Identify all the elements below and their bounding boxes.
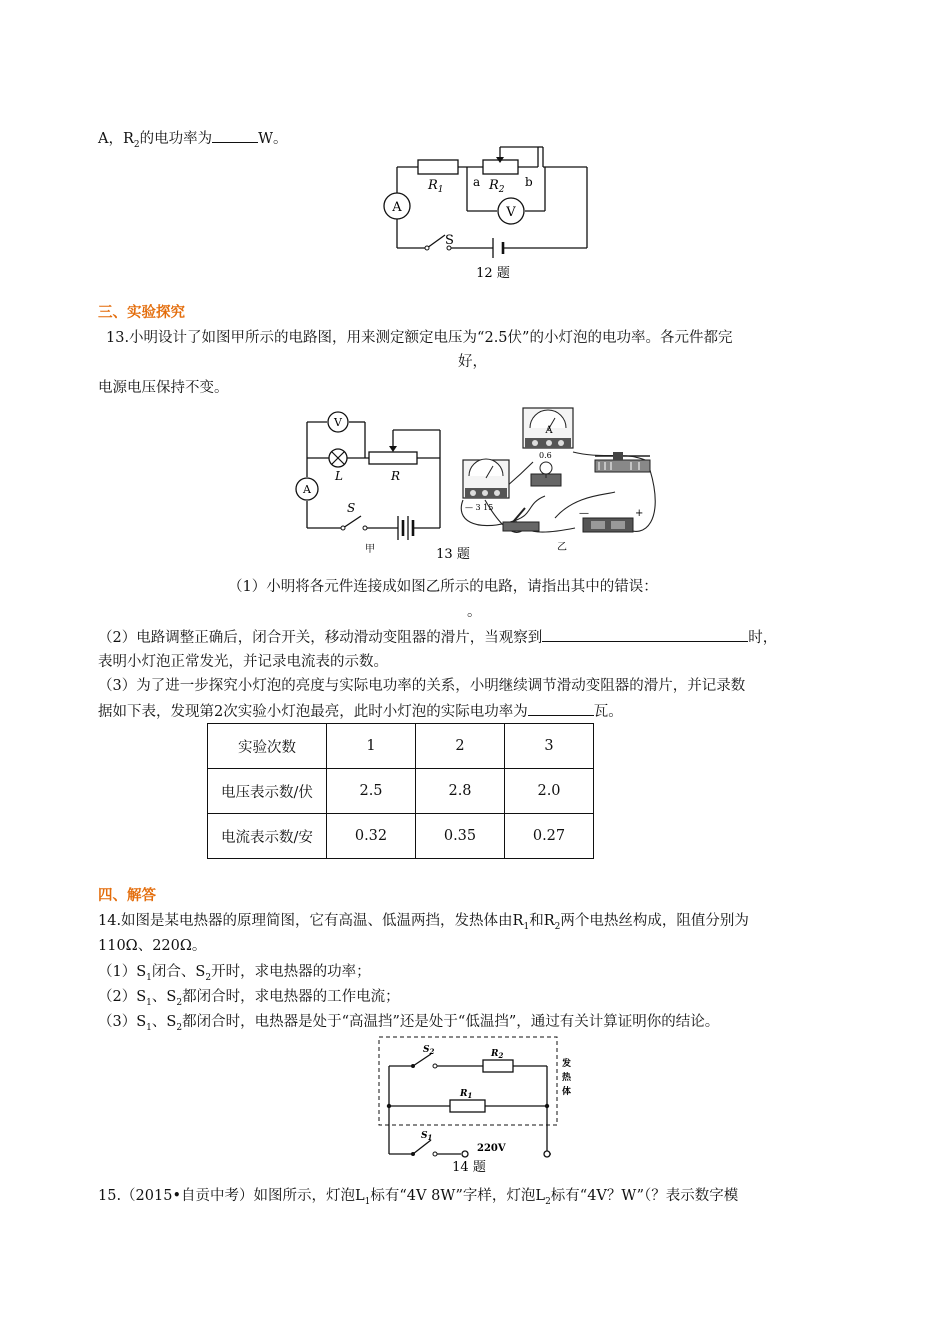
q14-part3: $(3)S_1$、$S_2$都闭合时，电热器是处于“高温挡”还是处于“低温挡”，通过有关计算证明你的结论。 — [98, 1014, 720, 1033]
resistor-r2 — [483, 1060, 513, 1072]
heater-label: 发 — [562, 1059, 572, 1069]
resistor-r1 — [450, 1100, 485, 1112]
voltmeter-label: V — [506, 205, 516, 220]
r2-label: $R_2$ — [491, 1049, 504, 1060]
resistor-r1 — [418, 160, 458, 174]
switch-device-icon — [503, 508, 539, 531]
switch-label: S — [347, 501, 356, 515]
answer-blank[interactable] — [528, 701, 594, 716]
heater-label: 体 — [562, 1087, 572, 1097]
experiment-table — [207, 723, 594, 859]
table-cell: 2.8 — [416, 769, 505, 814]
q13-line2: 好， — [458, 354, 487, 370]
q13-part3-line2: 据如下表，发现第2次实验小灯泡最亮，此时小灯泡的实际电功率为 瓦。 — [98, 701, 623, 722]
q14-part1: $(1)S_1$闭合、$S_2$开时，求电热器的功率； — [98, 964, 371, 983]
figure-13-schematic — [295, 412, 470, 562]
q13-part2-line1: （2）电路调整正确后，闭合开关，移动滑动变阻器的滑片，当观察到 时， — [98, 627, 777, 648]
heater-label: 热 — [562, 1073, 572, 1083]
figure-12-caption: 12 题 — [476, 266, 510, 281]
figure-13-caption: 13 题 — [436, 547, 470, 562]
ammeter-label: A — [392, 200, 402, 215]
voltage-label: 220V — [477, 1143, 506, 1154]
table-cell: 0.27 — [505, 814, 594, 859]
table-cell: 2 — [416, 724, 505, 769]
terminal-icon — [544, 1151, 550, 1157]
rheostat-r — [369, 452, 417, 464]
ammeter-scale: 0.6 — [539, 451, 552, 460]
voltmeter-device-icon — [463, 459, 509, 498]
lamp-device-icon — [531, 462, 561, 486]
figure-14-circuit — [375, 1034, 575, 1174]
table-cell: 2.0 — [505, 769, 594, 814]
r1-label: $R_1$ — [460, 1089, 473, 1100]
battery-icon — [398, 516, 413, 540]
answer-blank[interactable] — [212, 128, 258, 143]
q14-line1: 14.如图是某电热器的原理简图，它有高温、低温两挡，发热体由$R_1$和$R_2$两个电热丝构成，阻值分别为 — [98, 913, 749, 932]
section-3-heading: 三、实验探究 — [98, 305, 185, 321]
table-cell: 2.5 — [327, 769, 416, 814]
s1-label: $S_1$ — [421, 1131, 433, 1142]
r1-label: $R_1$ — [428, 178, 444, 195]
voltmeter-scale: — 3 15 — [465, 503, 494, 512]
q12-line: A，$R_2$的电功率为 W。 — [98, 128, 288, 155]
r2-label: $R_2$ — [489, 178, 505, 195]
table-cell: 0.32 — [327, 814, 416, 859]
battery-device-icon — [583, 518, 633, 532]
s2-label: $S_2$ — [423, 1045, 435, 1056]
figure-12-circuit — [383, 145, 603, 285]
answer-blank[interactable] — [542, 627, 748, 642]
table-row — [208, 769, 594, 814]
point-a: a — [473, 175, 481, 189]
q13-part1-line2: 。 — [467, 604, 482, 620]
figure-13-apparatus — [455, 400, 665, 560]
q15-line: 15.（2015•自贡中考）如图所示，灯泡$L_1$标有“4V 8W”字样，灯泡$L_2$标有“4V？W”（？表示数字模 — [98, 1188, 739, 1207]
table-cell: 电压表示数/伏 — [208, 769, 327, 814]
point-b: b — [525, 175, 533, 189]
q13-line1: 13.小明设计了如图甲所示的电路图，用来测定额定电压为“2.5伏”的小灯泡的电功率。各元件都完 — [106, 330, 733, 346]
q14-part2: $(2)S_1$、$S_2$都闭合时，求电热器的工作电流； — [98, 989, 400, 1008]
lamp-label: L — [335, 469, 343, 483]
q13-part1-line1: （1）小明将各元件连接成如图乙所示的电路，请指出其中的错误： — [228, 579, 658, 595]
table-header-row — [208, 724, 594, 769]
switch-label: S — [445, 233, 454, 248]
rheostat-label: R — [391, 469, 401, 483]
q13-part2-line2: 表明小灯泡正常发光，并记录电流表的示数。 — [98, 654, 388, 670]
table-row — [208, 814, 594, 859]
lamp-icon — [329, 449, 347, 467]
q13-line3: 电源电压保持不变。 — [98, 380, 229, 396]
battery-icon — [493, 238, 503, 258]
q13-part3-line1: （3）为了进一步探究小灯泡的亮度与实际电功率的关系，小明继续调节滑动变阻器的滑片，并记录数 — [98, 678, 746, 694]
label-jia: 甲 — [365, 544, 375, 555]
terminal-icon — [462, 1151, 468, 1157]
q14-line2: 110Ω、220Ω。 — [98, 938, 207, 954]
ammeter-device-label: A — [545, 425, 553, 436]
table-cell: 电流表示数/安 — [208, 814, 327, 859]
table-cell: 0.35 — [416, 814, 505, 859]
ammeter-label: A — [303, 483, 311, 496]
figure-14-caption: 14 题 — [452, 1160, 486, 1175]
section-4-heading: 四、解答 — [98, 888, 156, 904]
battery-minus: — — [579, 508, 589, 519]
label-yi: 乙 — [557, 542, 567, 553]
table-cell: 实验次数 — [208, 724, 327, 769]
table-cell: 3 — [505, 724, 594, 769]
table-cell: 1 — [327, 724, 416, 769]
battery-plus: + — [635, 508, 644, 519]
voltmeter-label: V — [334, 416, 342, 429]
